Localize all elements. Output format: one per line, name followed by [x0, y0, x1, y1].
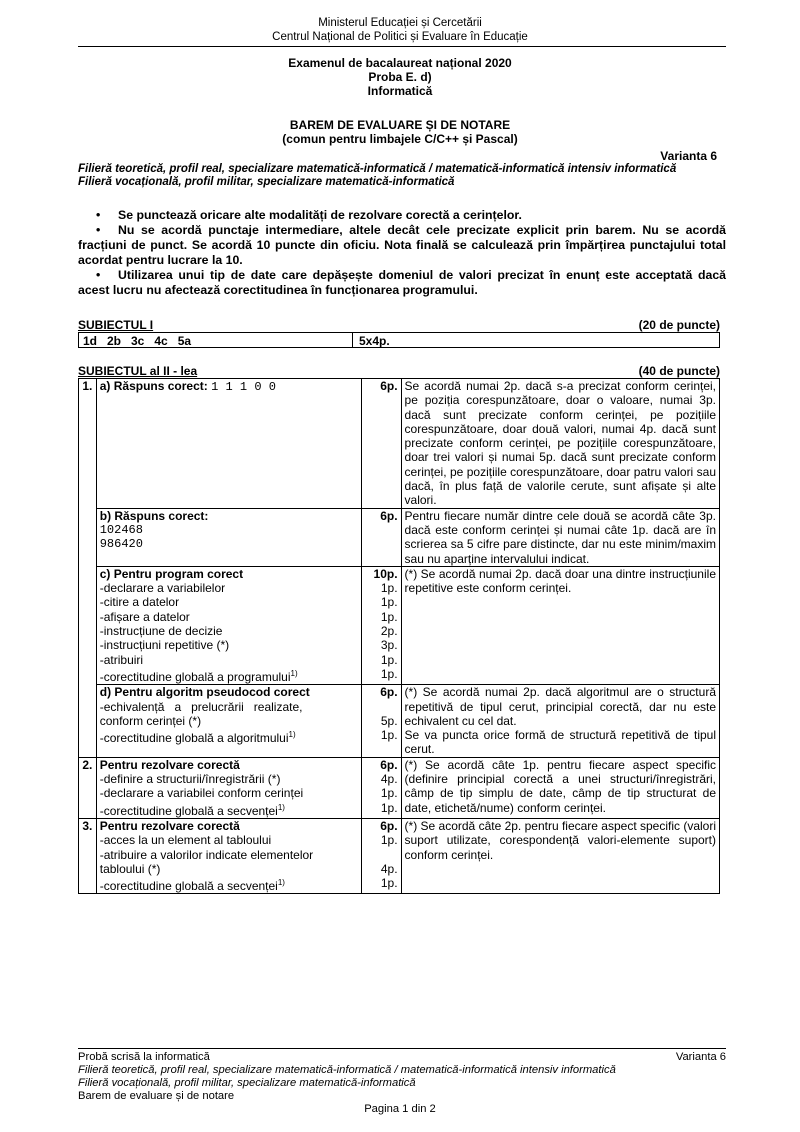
- instruction-item: • Utilizarea unui tip de date care depășește domeniul de valori precizat în enunț este acceptată dacă acest lucru nu afectează corectitudinea în funcționarea programului.: [78, 268, 726, 297]
- footer-line-3: Filieră vocațională, profil militar, specializare matematică-informatică: [78, 1077, 416, 1089]
- instruction-item: • Nu se acordă punctaje intermediare, altele decât cele precizate explicit prin barem. Nu se acordă fracțiuni de punct. Se acordă 10 puncte din oficiu. Nota finală se calculează prin împărțirea punctajului total acordat pentru lucrare la 10.: [78, 223, 726, 267]
- footnote-mark: 1): [277, 802, 285, 812]
- instructions-list: [78, 208, 726, 298]
- footnote-mark: 1): [288, 730, 296, 740]
- footer-line-2: Filieră teoretică, profil real, specializare matematică-informatică / matematică-informatică intensiv informatică: [78, 1064, 616, 1076]
- exam-proba: Proba E. d): [368, 70, 432, 84]
- table-row: b) Răspuns corect: 102468 986420 6p. Pentru fiecare număr dintre cele două se acordă câte 3p. dacă este conform cerinței și numai câte 1p. dacă are în scrierea sa 5 cifre pare distincte, dar nu este minim/maxim sau nu aparține intervalului indicat.: [79, 508, 720, 566]
- item-number: 2.: [79, 757, 97, 818]
- subject-2-points: (40 de puncte): [638, 364, 720, 378]
- subject-1-answers: 1d 2b 3c 4c 5a: [83, 334, 192, 348]
- grading-note: (*) Se acordă numai 2p. dacă doar una dintre instrucțiunile repetitive este conform cerinței.: [401, 566, 719, 684]
- document-header: [0, 16, 800, 44]
- grading-note: (*) Se acordă câte 2p. pentru fiecare aspect specific (valori suport utilizate, corespondență valori-elemente suport) conform cerinței.: [401, 818, 719, 893]
- exam-subject: Informatică: [367, 84, 433, 98]
- barem-title-block: [0, 118, 800, 146]
- table-row: 1. a) Răspuns corect: 1 1 1 0 0 6p. Se acordă numai 2p. dacă s-a precizat conform cerinței, pe poziția corespunzătoare, doar o valoare, numai 3p. dacă sunt precizate conform cerinței, pe pozițiile corespunzătoare, doar două valori, numai 4p. dacă sunt precizate conform cerinței, pe pozițiile corespunzătoare, doar trei valori și numai 5p. dacă sunt precizate conform cerinței, pe pozițiile corespunzătoare, doar patru valori sau dacă, în plus față de valorile cerute, sunt afișate și alte valori.: [79, 379, 720, 509]
- subject-1-title: SUBIECTUL I (20 de puncte): [78, 318, 720, 332]
- barem-title: BAREM DE EVALUARE ȘI DE NOTARE: [289, 118, 511, 132]
- header-rule: [78, 46, 726, 47]
- bullet-icon: •: [96, 268, 101, 282]
- page-number: Pagina 1 din 2: [364, 1103, 436, 1115]
- exam-title: Examenul de bacalaureat național 2020: [288, 56, 512, 70]
- table-row: 3. Pentru rezolvare corectă -acces la un element al tabloului -atribuire a valorilor indicate elementelor tabloului (*) -corectitudine globală a secvenței$^{1)}$ 6p. 1p. 4p. 1p. (*) Se acordă câte 2p. pentru fiecare aspect specific (valori suport utilizate, corespondență valori-elemente suport) conform cerinței.: [79, 818, 720, 893]
- ministry-name: Ministerul Educației și Cercetării: [318, 17, 482, 29]
- filiera-line-1: Filieră teoretică, profil real, specializare matematică-informatică / matematică-informatică intensiv informatică: [78, 163, 677, 175]
- grading-note: (*) Se acordă câte 1p. pentru fiecare aspect specific (definire principial corectă a unei structuri/înregistrări, câmp de tip simplu de date, câmp de tip structurat de date, etichetă/nume) conform cerinței.: [401, 757, 719, 818]
- grading-note: (*) Se acordă numai 2p. dacă algoritmul are o structură repetitivă de tipul cerut, principial corectă, dar nu este echivalent cu cel dat. Se va puncta orice formă de structură repetitivă de tipul cerut.: [401, 685, 719, 757]
- footer-line-4: Barem de evaluare și de notare: [78, 1090, 235, 1102]
- table-row: c) Pentru program corect -declarare a variabilelor -citire a datelor -afișare a datelor -instrucțiune de decizie -instrucțiuni repetitive (*) -atribuiri -corectitudine globală a programului$^{1)}$ 10p. 1p. 1p. 1p. 2p. 3p. 1p. 1p. (*) Se acordă numai 2p. dacă doar una dintre instrucțiunile repetitive este conform cerinței.: [79, 566, 720, 684]
- barem-subtitle: (comun pentru limbajele C/C++ și Pascal): [282, 132, 518, 146]
- center-name: Centrul Național de Politici și Evaluare în Educație: [272, 31, 528, 43]
- document-footer: [78, 1048, 726, 1103]
- table-row: d) Pentru algoritm pseudocod corect -echivalență a prelucrării realizate, conform cerinței (*) -corectitudine globală a algoritmului$^{1)}$ 6p. 5p. 1p. (*) Se acordă numai 2p. dacă algoritmul are o structură repetitivă de tipul cerut, principial corectă, dar nu este echivalent cu cel dat. Se va puncta orice formă de structură repetitivă de tipul cerut.: [79, 685, 720, 757]
- item-number: 3.: [79, 818, 97, 893]
- answer-value: 986420: [99, 537, 143, 552]
- answer-value: 102468: [99, 522, 143, 537]
- subject-1-points: (20 de puncte): [638, 318, 720, 332]
- subject-1-answers-table: [78, 332, 720, 348]
- subject-2-table: [78, 378, 720, 894]
- filiere-block: [78, 163, 728, 189]
- table-row: 2. Pentru rezolvare corectă -definire a structurii/înregistrării (*) -declarare a variabilei conform cerinței -corectitudine globală a secvenței$^{1)}$ 6p. 4p. 1p. 1p. (*) Se acordă câte 1p. pentru fiecare aspect specific (definire principial corectă a unei structuri/înregistrări, câmp de tip simplu de date, câmp de tip structurat de date, etichetă/nume) conform cerinței.: [79, 757, 720, 818]
- filiera-line-2: Filieră vocațională, profil militar, specializare matematică-informatică: [78, 176, 455, 188]
- grading-note: Se acordă numai 2p. dacă s-a precizat conform cerinței, pe poziția corespunzătoare, doar o valoare, numai 3p. dacă sunt precizate conform cerinței, pe pozițiile corespunzătoare, doar două valori, numai 4p. dacă sunt precizate conform cerinței, pe pozițiile corespunzătoare, doar trei valori și numai 5p. dacă sunt precizate conform cerinței, pe pozițiile corespunzătoare, doar patru valori sau dacă, în plus față de valorile cerute, sunt afișate și alte valori.: [401, 379, 719, 509]
- answer-value: 1 1 1 0 0: [211, 380, 276, 394]
- subject-2-title: SUBIECTUL al II - lea (40 de puncte): [78, 364, 720, 378]
- footnote-mark: 1): [277, 878, 285, 888]
- grading-note: Pentru fiecare număr dintre cele două se acordă câte 3p. dacă este conform cerinței și numai câte 1p. dacă are în scrierea sa 5 cifre pare distincte, dar nu este minim/maxim sau nu aparține intervalului indicat.: [401, 508, 719, 566]
- exam-title-block: [0, 56, 800, 98]
- varianta-label: Varianta 6: [660, 149, 717, 163]
- footnote-mark: 1): [290, 668, 298, 678]
- footer-varianta: Varianta 6: [675, 1051, 726, 1063]
- footer-line-1: Probă scrisă la informatică: [78, 1051, 210, 1063]
- subject-1-score: 5x4p.: [359, 334, 390, 348]
- bullet-icon: •: [96, 223, 101, 237]
- bullet-icon: •: [96, 208, 101, 222]
- instruction-item: • Se punctează oricare alte modalități de rezolvare corectă a cerințelor.: [96, 208, 522, 222]
- item-number: 1.: [79, 379, 97, 758]
